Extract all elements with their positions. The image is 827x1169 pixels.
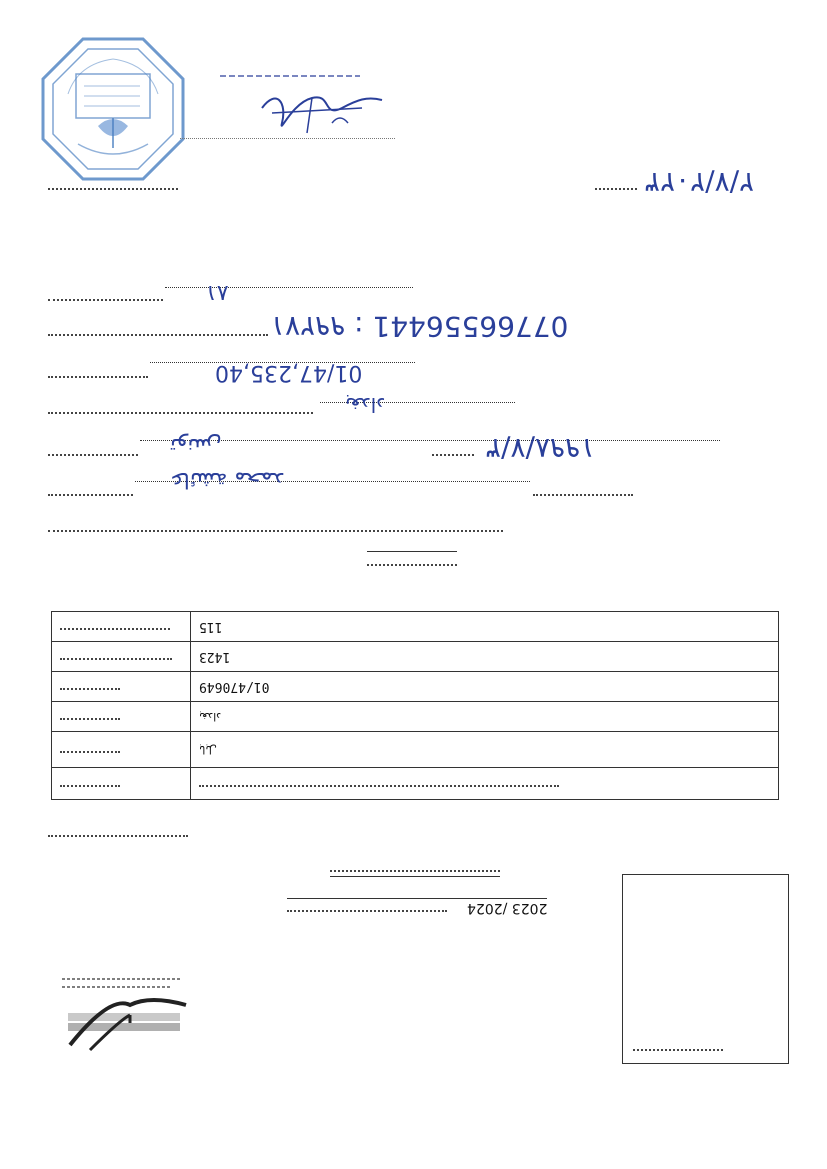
footer-subtitle: [330, 862, 500, 872]
photo-box: [622, 874, 789, 1064]
footer-subtitle-line: [330, 876, 500, 877]
table-row: [52, 672, 779, 702]
handwritten-residence: بغداد: [345, 393, 386, 417]
record-office: بغداد: [199, 710, 222, 723]
phone-label: [48, 326, 268, 336]
year-line: [287, 900, 547, 918]
handwritten-mother-name: عائشة محمد: [170, 467, 285, 492]
section-title: [367, 556, 457, 566]
recipient-label: [48, 178, 178, 190]
table-label-cell: [52, 642, 191, 672]
birth-dotted-line: [140, 440, 720, 441]
residence-label: [48, 404, 313, 414]
table-value-cell: [191, 672, 779, 702]
table-value-cell: [191, 768, 779, 800]
number-label: [595, 178, 637, 190]
table-row: [52, 612, 779, 642]
record-number: 115: [199, 619, 223, 634]
table-label-cell: [52, 612, 191, 642]
section-title-underline: [367, 551, 457, 552]
record-province: بابل: [199, 743, 217, 756]
handwritten-birth-date: ١٩٩٨/٧/٣: [486, 432, 596, 465]
handwritten-phone: 07766556441 : ٩٩٢٧١: [270, 310, 569, 343]
relation-label: [533, 486, 633, 496]
year-overline: [287, 898, 547, 899]
table-value-cell: [191, 612, 779, 642]
date-label: [432, 446, 474, 456]
academic-year: 2023 /2024: [466, 900, 547, 916]
name-dotted-line: [165, 287, 413, 288]
stamp-caption: [180, 130, 395, 139]
table-label-cell: [52, 672, 191, 702]
declaration-line: [48, 522, 503, 532]
footer-label: [48, 827, 188, 837]
table-row: [52, 768, 779, 800]
handwritten-id-number: 01/47,235,40: [215, 360, 363, 385]
table-row: [52, 642, 779, 672]
table-value-cell: [191, 732, 779, 768]
ministry-logo: [60, 975, 188, 1065]
handwritten-name: ٨١: [205, 280, 229, 305]
table-row: [52, 702, 779, 732]
table-row: [52, 732, 779, 768]
table-label-cell: [52, 702, 191, 732]
handwritten-reference-number: ٢/٧/٢٠٢٣: [645, 166, 755, 199]
mother-name-label: [48, 486, 133, 496]
photo-caption: [633, 1045, 723, 1051]
table-value-cell: [191, 642, 779, 672]
name-label: [48, 291, 163, 301]
registration-table: [51, 611, 779, 800]
record-serial: 01/470649: [199, 679, 270, 694]
record-year: 1423: [199, 649, 231, 664]
official-stamp: [38, 34, 188, 184]
birth-place-label: [48, 446, 138, 456]
table-label-cell: [52, 732, 191, 768]
table-label-cell: [52, 768, 191, 800]
table-value-cell: [191, 702, 779, 732]
id-label: [48, 368, 148, 378]
handwritten-birth-place: تونس: [170, 433, 222, 458]
